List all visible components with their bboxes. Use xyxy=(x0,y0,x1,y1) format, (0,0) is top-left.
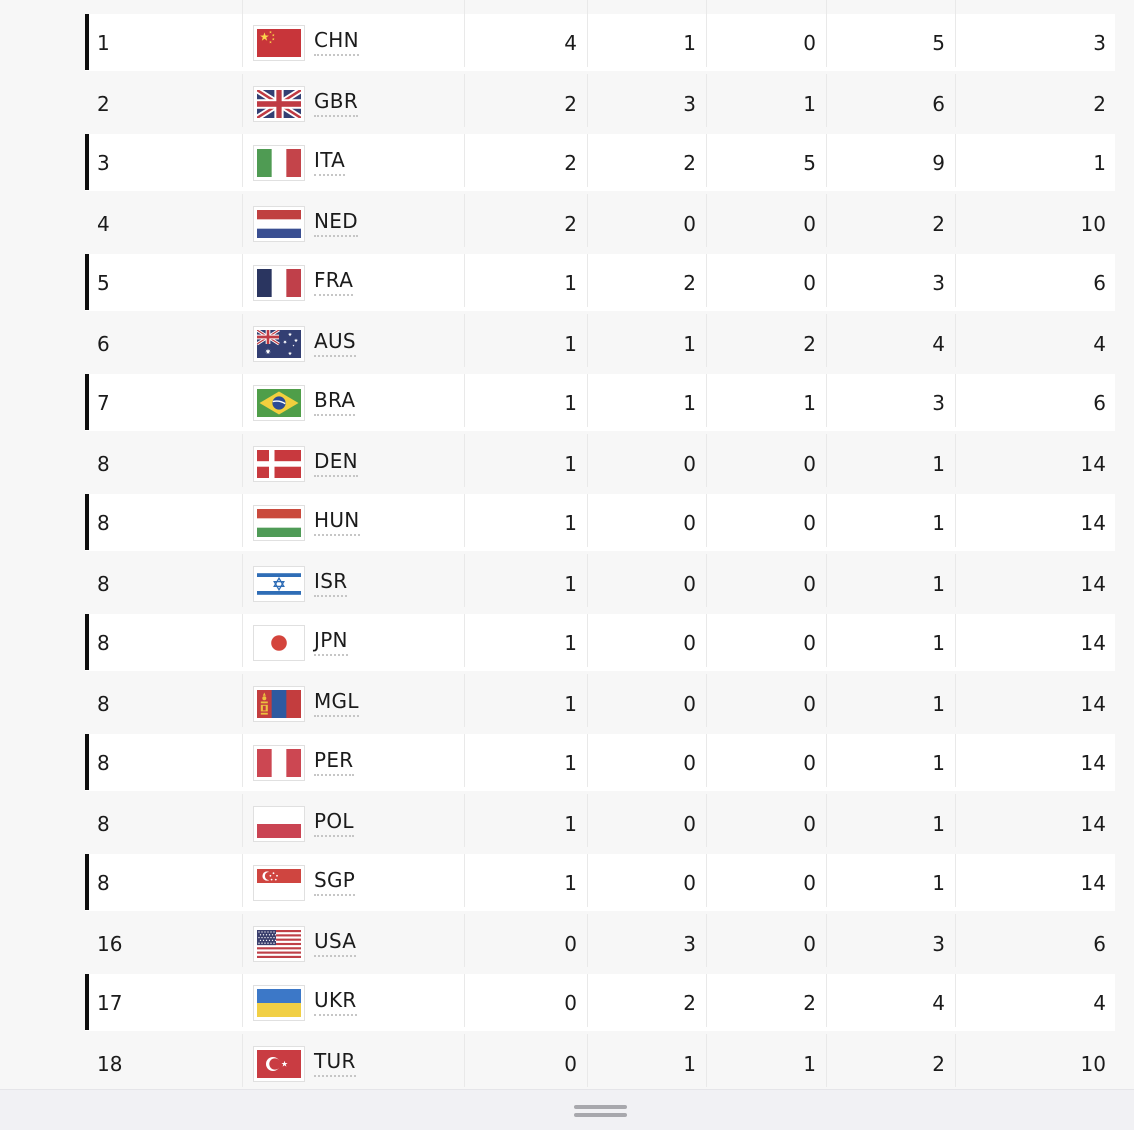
gold-cell: 1 xyxy=(465,554,588,614)
country-code[interactable]: FRA xyxy=(314,270,353,296)
country-code[interactable]: PER xyxy=(314,750,354,776)
rank-value: 8 xyxy=(97,692,110,716)
country-code[interactable]: BRA xyxy=(314,390,355,416)
silver-cell: 0 xyxy=(588,734,707,791)
country-code[interactable]: HUN xyxy=(314,510,360,536)
total-cell: 1 xyxy=(827,794,956,854)
bronze-cell: 5 xyxy=(707,134,827,191)
bronze-cell: 2 xyxy=(707,974,827,1031)
rank-by-total-cell: 14 xyxy=(1080,870,1106,895)
rank-cell xyxy=(85,134,243,191)
table-row[interactable] xyxy=(85,314,1115,374)
rank-cell xyxy=(85,14,243,71)
total-cell: 1 xyxy=(827,434,956,494)
rank-cell xyxy=(85,494,243,551)
silver-cell: 0 xyxy=(588,434,707,494)
country-code[interactable]: AUS xyxy=(314,331,356,357)
country-code[interactable]: ISR xyxy=(314,571,347,597)
rank-cell xyxy=(85,914,243,974)
country-code[interactable]: UKR xyxy=(314,990,357,1016)
total-cell: 1 xyxy=(827,494,956,551)
bronze-cell: 1 xyxy=(707,1034,827,1094)
table-row[interactable] xyxy=(85,914,1115,974)
total-cell: 1 xyxy=(827,854,956,911)
table-row[interactable] xyxy=(85,134,1115,194)
country-code[interactable]: MGL xyxy=(314,691,359,717)
bronze-cell: 0 xyxy=(707,194,827,254)
rank-cell xyxy=(85,794,243,854)
gold-cell: 1 xyxy=(465,854,588,911)
country-code[interactable]: JPN xyxy=(314,630,348,656)
medal-table xyxy=(85,0,1115,1094)
flag-per-icon xyxy=(253,745,305,781)
table-row[interactable] xyxy=(85,434,1115,494)
silver-cell: 0 xyxy=(588,794,707,854)
gold-cell: 2 xyxy=(465,74,588,134)
rank-value: 16 xyxy=(97,932,123,956)
rank-value: 4 xyxy=(97,212,110,236)
total-cell: 1 xyxy=(827,674,956,734)
country-cell xyxy=(243,854,465,911)
rank-by-total-cell: 4 xyxy=(1093,990,1106,1015)
flag-pol-icon xyxy=(253,806,305,842)
gold-cell: 1 xyxy=(465,674,588,734)
bronze-cell: 0 xyxy=(707,614,827,671)
silver-cell: 0 xyxy=(588,554,707,614)
bronze-cell: 0 xyxy=(707,494,827,551)
rank-value: 3 xyxy=(97,150,110,175)
flag-fra-icon xyxy=(253,265,305,301)
rank-cell xyxy=(85,194,243,254)
bronze-cell: 0 xyxy=(707,734,827,791)
flag-ukr-icon xyxy=(253,985,305,1021)
table-row[interactable] xyxy=(85,74,1115,134)
partial-cell xyxy=(465,0,588,14)
table-row[interactable] xyxy=(85,614,1115,674)
gold-cell: 1 xyxy=(465,614,588,671)
gold-cell: 0 xyxy=(465,914,588,974)
gold-cell: 0 xyxy=(465,974,588,1031)
partial-cell xyxy=(85,0,243,14)
previous-row-partial xyxy=(85,0,1115,14)
silver-cell: 1 xyxy=(588,314,707,374)
country-code[interactable]: NED xyxy=(314,211,358,237)
total-cell: 5 xyxy=(827,14,956,71)
country-code[interactable]: TUR xyxy=(314,1051,356,1077)
country-code[interactable]: SGP xyxy=(314,870,355,896)
rank-cell xyxy=(85,854,243,911)
rank-by-total-cell: 14 xyxy=(1080,452,1106,476)
gold-cell: 0 xyxy=(465,1034,588,1094)
flag-den-icon xyxy=(253,446,305,482)
partial-cell xyxy=(243,0,465,14)
rank-value: 5 xyxy=(97,270,110,295)
silver-cell: 1 xyxy=(588,374,707,431)
rank-value: 8 xyxy=(97,750,110,775)
country-cell xyxy=(243,734,465,791)
total-cell: 3 xyxy=(827,374,956,431)
partial-cell xyxy=(588,0,707,14)
rank-by-total-cell: 4 xyxy=(1093,332,1106,356)
total-cell: 9 xyxy=(827,134,956,191)
country-cell xyxy=(243,254,465,311)
silver-cell: 2 xyxy=(588,134,707,191)
rank-by-total-cell: 2 xyxy=(1093,92,1106,116)
drag-handle-icon[interactable] xyxy=(85,1105,1115,1117)
flag-isr-icon xyxy=(253,566,305,602)
total-cell: 2 xyxy=(827,1034,956,1094)
rank-by-total-cell: 14 xyxy=(1080,812,1106,836)
bronze-cell: 0 xyxy=(707,794,827,854)
rank-by-total-cell: 6 xyxy=(1093,932,1106,956)
gold-cell: 1 xyxy=(465,794,588,854)
table-row[interactable] xyxy=(85,254,1115,314)
country-code[interactable]: ITA xyxy=(314,150,345,176)
bronze-cell: 2 xyxy=(707,314,827,374)
country-cell xyxy=(243,614,465,671)
flag-sgp-icon xyxy=(253,865,305,901)
rank-value: 8 xyxy=(97,452,110,476)
total-cell: 4 xyxy=(827,974,956,1031)
gold-cell: 1 xyxy=(465,434,588,494)
bronze-cell: 1 xyxy=(707,74,827,134)
bronze-cell: 0 xyxy=(707,914,827,974)
flag-aus-icon xyxy=(253,326,305,362)
rank-cell xyxy=(85,734,243,791)
country-cell xyxy=(243,494,465,551)
gold-cell: 1 xyxy=(465,374,588,431)
rank-by-total-cell: 14 xyxy=(1080,630,1106,655)
rank-value: 8 xyxy=(97,630,110,655)
partial-cell xyxy=(956,0,1115,14)
country-code[interactable]: POL xyxy=(314,811,354,837)
rank-value: 8 xyxy=(97,572,110,596)
bottom-sheet-bar xyxy=(0,1089,1134,1130)
gold-cell: 2 xyxy=(465,134,588,191)
table-row[interactable] xyxy=(85,674,1115,734)
table-row[interactable] xyxy=(85,1034,1115,1094)
rank-value: 8 xyxy=(97,510,110,535)
rank-cell xyxy=(85,374,243,431)
rank-value: 8 xyxy=(97,870,110,895)
rank-value: 18 xyxy=(97,1052,123,1076)
table-row[interactable] xyxy=(85,734,1115,794)
country-cell xyxy=(243,134,465,191)
silver-cell: 0 xyxy=(588,674,707,734)
flag-ita-icon xyxy=(253,145,305,181)
gold-cell: 2 xyxy=(465,194,588,254)
rank-cell xyxy=(85,74,243,134)
rank-value: 7 xyxy=(97,390,110,415)
table-row[interactable] xyxy=(85,794,1115,854)
country-code[interactable]: USA xyxy=(314,931,356,957)
rank-cell xyxy=(85,314,243,374)
flag-usa-icon xyxy=(253,926,305,962)
rank-by-total-cell: 10 xyxy=(1080,1052,1106,1076)
flag-hun-icon xyxy=(253,505,305,541)
table-row[interactable] xyxy=(85,374,1115,434)
flag-ned-icon xyxy=(253,206,305,242)
country-cell xyxy=(243,374,465,431)
silver-cell: 0 xyxy=(588,854,707,911)
flag-chn-icon xyxy=(253,25,305,61)
gold-cell: 1 xyxy=(465,734,588,791)
rank-by-total-cell: 6 xyxy=(1093,390,1106,415)
flag-jpn-icon xyxy=(253,625,305,661)
bronze-cell: 0 xyxy=(707,254,827,311)
country-code[interactable]: GBR xyxy=(314,91,358,117)
total-cell: 3 xyxy=(827,254,956,311)
silver-cell: 0 xyxy=(588,614,707,671)
rank-cell xyxy=(85,674,243,734)
country-cell xyxy=(243,74,465,134)
rank-by-total-cell: 14 xyxy=(1080,692,1106,716)
gold-cell: 1 xyxy=(465,254,588,311)
total-cell: 6 xyxy=(827,74,956,134)
country-cell xyxy=(243,434,465,494)
table-row[interactable] xyxy=(85,494,1115,554)
bronze-cell: 0 xyxy=(707,554,827,614)
rank-value: 6 xyxy=(97,332,110,356)
rank-value: 1 xyxy=(97,30,110,55)
country-code[interactable]: DEN xyxy=(314,451,358,477)
country-cell xyxy=(243,314,465,374)
flag-bra-icon xyxy=(253,385,305,421)
table-row[interactable] xyxy=(85,554,1115,614)
silver-cell: 0 xyxy=(588,194,707,254)
rank-by-total-cell: 1 xyxy=(1093,150,1106,175)
gold-cell: 4 xyxy=(465,14,588,71)
rank-value: 17 xyxy=(97,990,123,1015)
total-cell: 1 xyxy=(827,734,956,791)
silver-cell: 0 xyxy=(588,494,707,551)
flag-tur-icon xyxy=(253,1046,305,1082)
silver-cell: 1 xyxy=(588,1034,707,1094)
bronze-cell: 0 xyxy=(707,674,827,734)
total-cell: 4 xyxy=(827,314,956,374)
rank-by-total-cell: 14 xyxy=(1080,750,1106,775)
bronze-cell: 1 xyxy=(707,374,827,431)
rank-cell xyxy=(85,614,243,671)
rank-by-total-cell: 14 xyxy=(1080,510,1106,535)
country-cell xyxy=(243,14,465,71)
bronze-cell: 0 xyxy=(707,854,827,911)
table-row[interactable] xyxy=(85,14,1115,74)
country-code[interactable]: CHN xyxy=(314,30,359,56)
rank-by-total-cell: 14 xyxy=(1080,572,1106,596)
rank-by-total-cell: 3 xyxy=(1093,30,1106,55)
country-cell xyxy=(243,674,465,734)
total-cell: 3 xyxy=(827,914,956,974)
country-cell xyxy=(243,914,465,974)
rank-cell xyxy=(85,1034,243,1094)
bronze-cell: 0 xyxy=(707,434,827,494)
country-cell xyxy=(243,194,465,254)
country-cell xyxy=(243,794,465,854)
rank-value: 2 xyxy=(97,92,110,116)
rank-cell xyxy=(85,434,243,494)
silver-cell: 1 xyxy=(588,14,707,71)
silver-cell: 3 xyxy=(588,914,707,974)
silver-cell: 3 xyxy=(588,74,707,134)
rank-cell xyxy=(85,974,243,1031)
rank-by-total-cell: 6 xyxy=(1093,270,1106,295)
gold-cell: 1 xyxy=(465,314,588,374)
partial-cell xyxy=(827,0,956,14)
rank-by-total-cell: 10 xyxy=(1080,212,1106,236)
country-cell xyxy=(243,554,465,614)
country-cell xyxy=(243,1034,465,1094)
table-row[interactable] xyxy=(85,854,1115,914)
total-cell: 1 xyxy=(827,554,956,614)
total-cell: 2 xyxy=(827,194,956,254)
rank-cell xyxy=(85,554,243,614)
table-row[interactable] xyxy=(85,194,1115,254)
flag-gbr-icon xyxy=(253,86,305,122)
total-cell: 1 xyxy=(827,614,956,671)
silver-cell: 2 xyxy=(588,254,707,311)
country-cell xyxy=(243,974,465,1031)
bronze-cell: 0 xyxy=(707,14,827,71)
flag-mgl-icon xyxy=(253,686,305,722)
silver-cell: 2 xyxy=(588,974,707,1031)
rank-value: 8 xyxy=(97,812,110,836)
gold-cell: 1 xyxy=(465,494,588,551)
rank-cell xyxy=(85,254,243,311)
partial-cell xyxy=(707,0,827,14)
table-row[interactable] xyxy=(85,974,1115,1034)
